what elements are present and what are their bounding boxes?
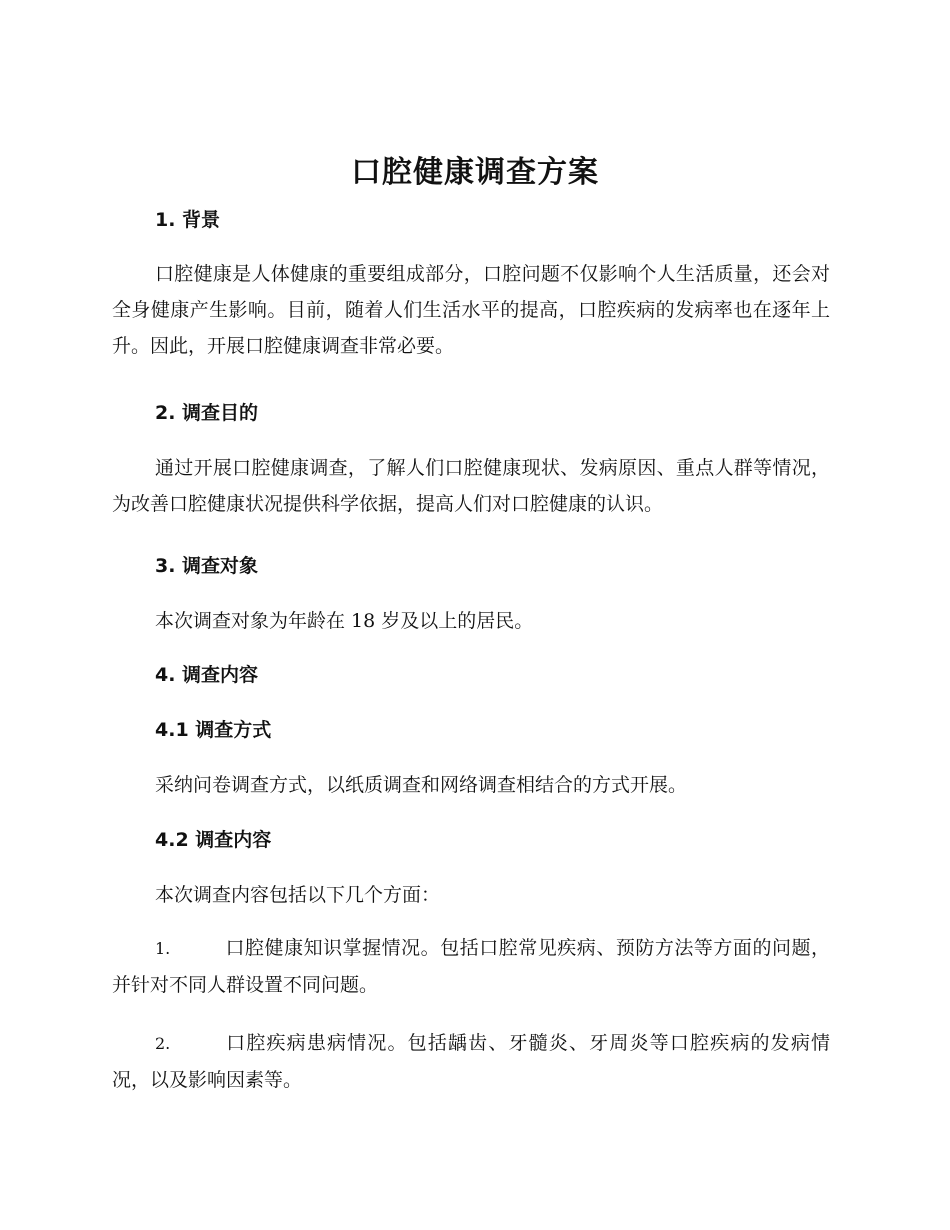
section-body-subjects: 本次调查对象为年龄在 18 岁及以上的居民。: [155, 610, 534, 632]
subsection-body-method: 采纳问卷调查方式，以纸质调查和网络调查相结合的方式开展。: [155, 774, 688, 796]
section-body-purpose: 通过开展口腔健康调查，了解人们口腔健康现状、发病原因、重点人群等情况，为改善口腔健康状况提供科学依据，提高人们对口腔健康的认识。: [112, 457, 830, 515]
list-item-text: 口腔疾病患病情况。包括龋齿、牙髓炎、牙周炎等口腔疾病的发病情况，以及影响因素等。: [112, 1032, 830, 1091]
list-item-number: 1.: [155, 939, 171, 958]
section-heading-background: 1. 背景: [155, 209, 221, 231]
subsection-heading-content: 4.2 调查内容: [155, 829, 272, 851]
subsection-intro: 本次调查内容包括以下几个方面：: [155, 884, 441, 906]
section-heading-content: 4. 调查内容: [155, 664, 259, 686]
section-heading-purpose: 2. 调查目的: [155, 402, 259, 424]
section-body-background: 口腔健康是人体健康的重要组成部分，口腔问题不仅影响个人生活质量，还会对全身健康产生影响。目前，随着人们生活水平的提高，口腔疾病的发病率也在逐年上升。因此，开展口腔健康调查非常必要。: [112, 263, 830, 357]
list-item-number: 2.: [155, 1034, 171, 1053]
subsection-heading-method: 4.1 调查方式: [155, 719, 272, 741]
document-title: 口腔健康调查方案: [351, 155, 599, 190]
list-item: [112, 930, 830, 1003]
section-heading-subjects: 3. 调查对象: [155, 555, 259, 577]
list-item-text: 口腔健康知识掌握情况。包括口腔常见疾病、预防方法等方面的问题，并针对不同人群设置不同问题。: [112, 937, 830, 996]
list-item: [112, 1025, 830, 1098]
